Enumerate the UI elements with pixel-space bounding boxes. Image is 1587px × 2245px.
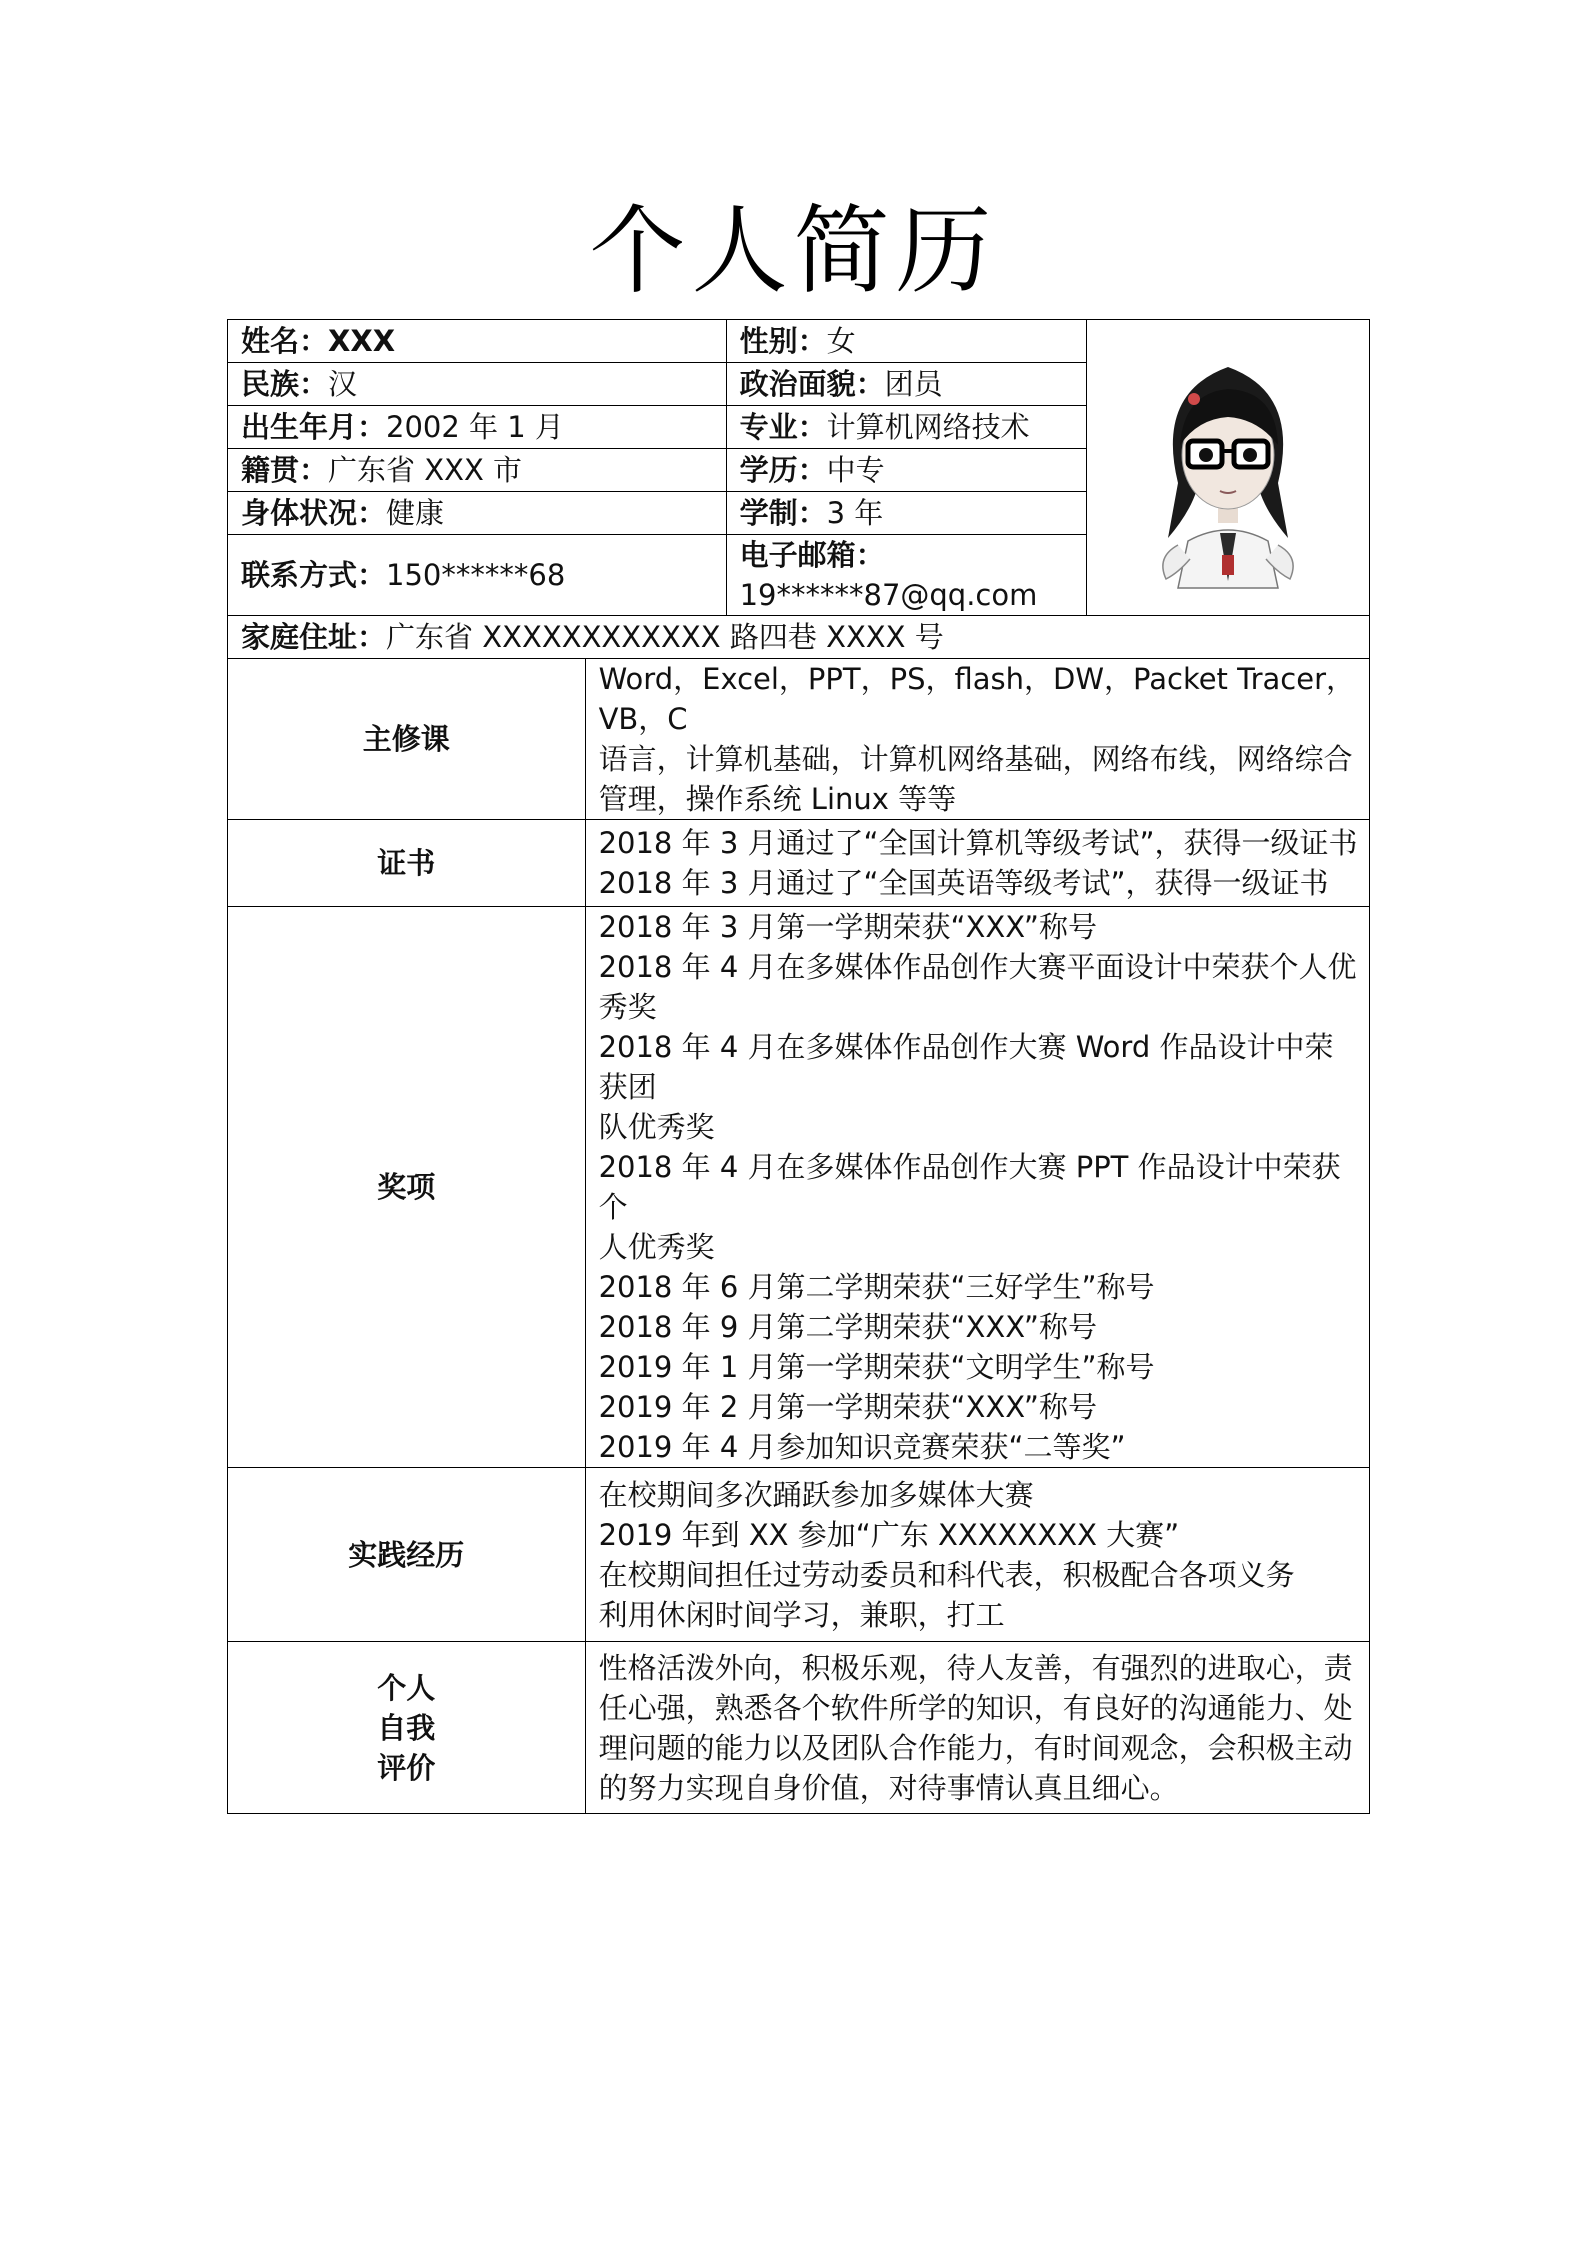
award-line: 2019 年 1 月第一学期荣获“文明学生”称号 — [598, 1350, 1155, 1384]
gender-value: 女 — [826, 324, 856, 358]
health-value: 健康 — [386, 496, 445, 530]
practice-line: 利用休闲时间学习，兼职，打工 — [598, 1597, 1005, 1632]
major-label: 专业： — [739, 410, 827, 444]
education-label: 学历： — [739, 453, 827, 487]
self-evaluation-label — [228, 1642, 586, 1814]
contact-value: 150******68 — [386, 558, 566, 592]
ethnicity-cell — [228, 363, 727, 406]
education-value: 中专 — [826, 453, 885, 487]
award-line: 2018 年 3 月第一学期荣获“XXX”称号 — [598, 910, 1097, 944]
birth-cell — [228, 406, 727, 449]
resume-table — [227, 319, 1370, 1814]
self-eval-line: 任心强，熟悉各个软件所学的知识，有良好的沟通能力、处 — [598, 1690, 1353, 1725]
award-line: 2018 年 9 月第二学期荣获“XXX”称号 — [598, 1310, 1097, 1344]
award-line: 2018 年 4 月在多媒体作品创作大赛平面设计中荣获个人优 — [598, 950, 1357, 984]
award-line: 2019 年 4 月参加知识竞赛荣获“二等奖” — [598, 1430, 1126, 1464]
gender-label: 性别： — [739, 324, 827, 358]
address-value: 广东省 XXXXXXXXXXXX 路四巷 XXXX 号 — [386, 620, 944, 654]
health-label: 身体状况： — [241, 496, 387, 530]
awards-label: 奖项 — [228, 907, 586, 1468]
award-line: 2018 年 4 月在多媒体作品创作大赛 Word 作品设计中荣获团 — [598, 1030, 1334, 1104]
health-cell — [228, 492, 727, 535]
practice-line: 在校期间多次踊跃参加多媒体大赛 — [598, 1477, 1034, 1512]
self-eval-label-line: 评价 — [377, 1750, 436, 1785]
award-line: 2019 年 2 月第一学期荣获“XXX”称号 — [598, 1390, 1097, 1424]
schooling-value: 3 年 — [826, 496, 884, 530]
self-evaluation-content — [585, 1642, 1369, 1814]
contact-label: 联系方式： — [241, 558, 387, 592]
award-line: 2018 年 4 月在多媒体作品创作大赛 PPT 作品设计中荣获个 — [598, 1150, 1341, 1224]
major-value: 计算机网络技术 — [826, 410, 1030, 444]
certificates-label: 证书 — [228, 820, 586, 907]
birth-value: 2002 年 1 月 — [386, 410, 564, 444]
award-line: 人优秀奖 — [598, 1230, 715, 1264]
courses-content — [585, 659, 1369, 820]
ethnicity-value: 汉 — [328, 367, 358, 401]
native-place-cell — [228, 449, 727, 492]
self-eval-line: 理问题的能力以及团队合作能力，有时间观念，会积极主动 — [598, 1730, 1353, 1765]
awards-content — [585, 907, 1369, 1468]
political-label: 政治面貌： — [739, 367, 885, 401]
resume-title: 个人简历 — [589, 195, 998, 307]
self-eval-line: 性格活泼外向，积极乐观，待人友善，有强烈的进取心，责 — [598, 1650, 1353, 1685]
political-value: 团员 — [884, 367, 943, 401]
practice-line: 2019 年到 XX 参加“广东 XXXXXXXX 大赛” — [598, 1517, 1180, 1552]
certificate-line: 2018 年 3 月通过了“全国计算机等级考试”，获得一级证书 — [598, 826, 1358, 860]
award-line: 队优秀奖 — [598, 1110, 715, 1144]
email-value: 19******87@qq.com — [739, 578, 1038, 612]
email-label: 电子邮箱： — [739, 538, 885, 572]
self-eval-label-line: 个人 — [377, 1670, 436, 1705]
avatar — [1138, 333, 1318, 593]
courses-label: 主修课 — [228, 659, 586, 820]
practice-content — [585, 1468, 1369, 1642]
self-eval-label-line: 自我 — [377, 1710, 436, 1745]
courses-line: Word，Excel，PPT，PS，flash，DW，Packet Tracer，VB，C — [598, 662, 1355, 736]
practice-label: 实践经历 — [228, 1468, 586, 1642]
birth-label: 出生年月： — [241, 410, 387, 444]
practice-line: 在校期间担任过劳动委员和科代表，积极配合各项义务 — [598, 1557, 1295, 1592]
award-line: 秀奖 — [598, 990, 657, 1024]
photo-cell — [1086, 320, 1369, 616]
schooling-label: 学制： — [739, 496, 827, 530]
courses-line: 管理，操作系统 Linux 等等 — [598, 782, 957, 816]
major-cell — [726, 406, 1086, 449]
award-line: 2018 年 6 月第二学期荣获“三好学生”称号 — [598, 1270, 1155, 1304]
name-value: XXX — [328, 324, 396, 358]
name-label: 姓名： — [241, 324, 329, 358]
email-cell — [726, 535, 1086, 616]
ethnicity-label: 民族： — [241, 367, 329, 401]
political-cell — [726, 363, 1086, 406]
courses-line: 语言，计算机基础，计算机网络基础，网络布线，网络综合 — [598, 742, 1353, 776]
gender-cell — [726, 320, 1086, 363]
contact-cell — [228, 535, 727, 616]
certificate-line: 2018 年 3 月通过了“全国英语等级考试”，获得一级证书 — [598, 866, 1329, 900]
address-label: 家庭住址： — [241, 620, 387, 654]
education-cell — [726, 449, 1086, 492]
self-eval-line: 的努力实现自身价值，对待事情认真且细心。 — [598, 1770, 1179, 1805]
native-place-value: 广东省 XXX 市 — [328, 453, 523, 487]
native-place-label: 籍贯： — [241, 453, 329, 487]
certificates-content — [585, 820, 1369, 907]
address-cell — [228, 616, 1370, 659]
name-cell — [228, 320, 727, 363]
schooling-cell — [726, 492, 1086, 535]
